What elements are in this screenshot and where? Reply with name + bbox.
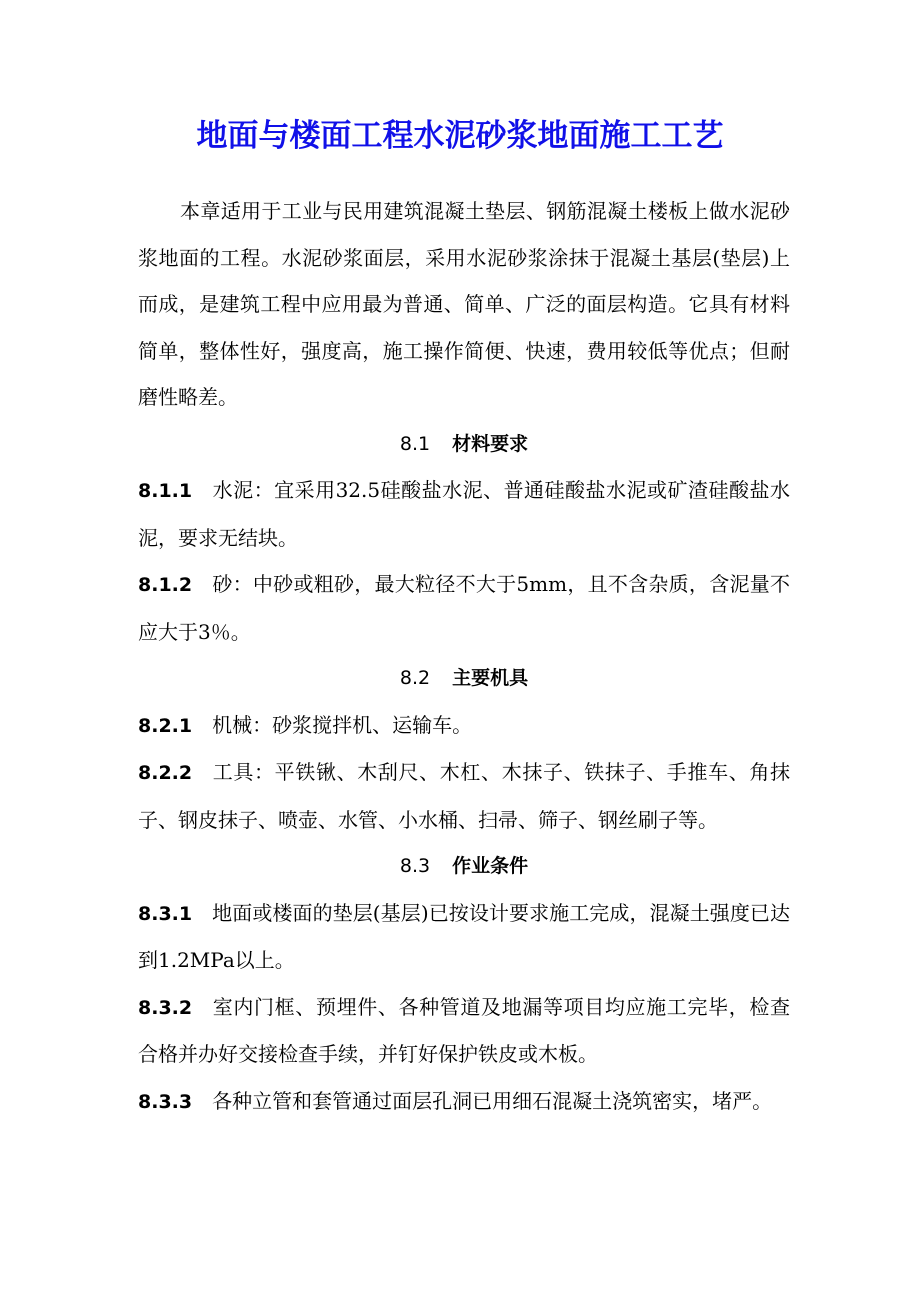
clause-number: 8.2.2 [138,762,193,784]
clause-text: 地面或楼面的垫层(基层)已按设计要求施工完成，混凝土强度已达到1.2MPa以上。 [138,900,790,972]
section-title: 主要机具 [452,667,529,689]
section-title: 作业条件 [452,855,529,877]
clause-number: 8.1.1 [138,480,193,502]
clause-text: 工具：平铁锹、木刮尺、木杠、木抹子、铁抹子、手推车、角抹子、钢皮抹子、喷壶、水管、小水桶、扫帚、筛子、钢丝刷子等。 [138,760,790,832]
clause-8-1-1 [138,467,790,561]
clause-8-3-1 [138,890,790,984]
clause-number: 8.1.2 [138,574,193,596]
section-number: 8.1 [399,432,431,455]
section-number: 8.2 [399,667,431,689]
clause-number: 8.3.1 [138,902,193,925]
section-heading-8-1 [138,421,790,468]
clause-text: 水泥：宜采用32.5硅酸盐水泥、普通硅酸盐水泥或矿渣硅酸盐水泥，要求无结块。 [138,478,790,550]
clause-8-2-2 [138,749,790,843]
intro-paragraph: 本章适用于工业与民用建筑混凝土垫层、钢筋混凝土楼板上做水泥砂浆地面的工程。水泥砂浆面层，采用水泥砂浆涂抹于混凝土基层(垫层)上而成，是建筑工程中应用最为普通、简单、广泛的面层构造。它具有材料简单，整体性好，强度高，施工操作简便、快速，费用较低等优点；但耐磨性略差。 [138,199,790,409]
clause-number: 8.3.3 [138,1090,193,1113]
clause-text: 室内门框、预埋件、各种管道及地漏等项目均应施工完毕，检查合格并办好交接检查手续，并钉好保护铁皮或木板。 [138,994,790,1066]
section-title: 材料要求 [452,432,529,455]
clause-text: 机械：砂浆搅拌机、运输车。 [212,712,473,737]
clause-8-1-2 [138,561,790,655]
clause-number: 8.2.1 [138,714,193,737]
document-body [138,188,790,1125]
section-heading-8-3 [138,843,790,890]
clause-text: 砂：中砂或粗砂，最大粒径不大于5mm，且不含杂质，含泥量不应大于3％。 [138,572,790,644]
section-heading-8-2 [138,655,790,702]
clause-8-3-2 [138,984,790,1078]
section-number: 8.3 [399,855,431,877]
clause-number: 8.3.2 [138,996,193,1019]
clause-text: 各种立管和套管通过面层孔洞已用细石混凝土浇筑密实，堵严。 [212,1088,773,1113]
clause-8-2-1 [138,702,790,750]
document-title: 地面与楼面工程水泥砂浆地面施工工艺 [196,118,724,154]
clause-8-3-3 [138,1078,790,1126]
